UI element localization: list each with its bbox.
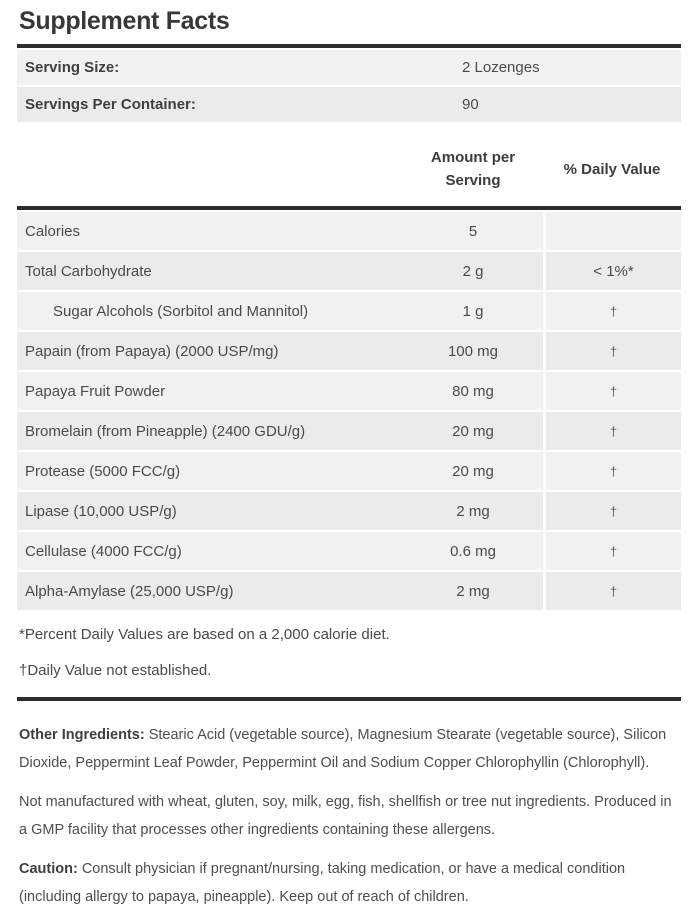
- ingredient-name: Bromelain (from Pineapple) (2400 GDU/g): [25, 422, 306, 440]
- amount-per-serving-header: Amount per Serving: [430, 149, 516, 189]
- serving-size-value: 2 Lozenges: [462, 59, 540, 76]
- ingredient-daily-value: †: [543, 372, 681, 410]
- ingredient-amount: 2 mg: [456, 582, 490, 600]
- ingredient-daily-value: †: [543, 572, 681, 610]
- table-row: [17, 492, 681, 530]
- servings-per-container-value: 90: [462, 96, 479, 113]
- table-row: [17, 212, 681, 250]
- additional-info: [17, 721, 681, 911]
- ingredient-amount: 20 mg: [452, 422, 494, 440]
- divider-bar-top: [17, 44, 681, 48]
- divider-bar-header: [17, 206, 681, 210]
- serving-info: [17, 50, 681, 122]
- ingredient-daily-value: < 1%*: [543, 252, 681, 290]
- ingredient-name: Cellulase (4000 FCC/g): [25, 542, 182, 560]
- servings-per-container-label: Servings Per Container:: [25, 96, 196, 113]
- ingredient-amount: 5: [468, 222, 478, 240]
- ingredient-daily-value: †: [543, 412, 681, 450]
- allergen-statement: Not manufactured with wheat, gluten, soy, milk, egg, fish, shellfish or tree nut ingredients. Produced in a GMP facility that processes other ingredients containing these allergens.: [19, 794, 672, 838]
- table-row: [17, 292, 681, 330]
- nutrient-table: [17, 212, 681, 610]
- caution-label: Caution:: [19, 861, 78, 877]
- ingredient-name: Papaya Fruit Powder: [25, 382, 166, 400]
- ingredient-amount: 100 mg: [447, 342, 499, 360]
- ingredient-name: Sugar Alcohols (Sorbitol and Mannitol): [53, 302, 309, 320]
- page-title: Supplement Facts: [19, 7, 230, 35]
- ingredient-name: Lipase (10,000 USP/g): [25, 502, 177, 520]
- table-row: [17, 572, 681, 610]
- ingredient-amount: 20 mg: [452, 462, 494, 480]
- table-row: [17, 252, 681, 290]
- table-header: [17, 146, 681, 192]
- serving-size-row: [17, 50, 681, 85]
- ingredient-daily-value: †: [543, 292, 681, 330]
- table-row: [17, 332, 681, 370]
- footnotes: [17, 626, 681, 679]
- ingredient-daily-value: †: [543, 452, 681, 490]
- ingredient-daily-value: [543, 212, 681, 250]
- ingredient-name: Alpha-Amylase (25,000 USP/g): [25, 582, 234, 600]
- table-row: [17, 412, 681, 450]
- ingredient-daily-value: †: [543, 492, 681, 530]
- table-row: [17, 532, 681, 570]
- ingredient-name: Calories: [25, 222, 81, 240]
- ingredient-amount: 2 g: [462, 262, 484, 280]
- daily-value-footnote: *Percent Daily Values are based on a 2,000 calorie diet.: [19, 626, 390, 643]
- other-ingredients-label: Other Ingredients:: [19, 727, 145, 743]
- ingredient-daily-value: †: [543, 532, 681, 570]
- other-ingredients-text: Other Ingredients: Stearic Acid (vegetable source), Magnesium Stearate (vegetable source), Silicon Dioxide, Peppermint Leaf Powder, Peppermint Oil and Sodium Copper Chlorophyllin (Chlorophyll).: [19, 727, 667, 771]
- ingredient-daily-value: †: [543, 332, 681, 370]
- daily-value-header: % Daily Value: [563, 160, 661, 178]
- table-row: [17, 452, 681, 490]
- serving-size-label: Serving Size:: [25, 59, 120, 76]
- ingredient-amount: 0.6 mg: [450, 542, 496, 560]
- ingredient-amount: 1 g: [462, 302, 484, 320]
- ingredient-amount: 2 mg: [456, 502, 490, 520]
- caution-text: Caution: Consult physician if pregnant/nursing, taking medication, or have a medical condition (including allergy to papaya, pineapple). Keep out of reach of children.: [19, 861, 626, 905]
- divider-bar-bottom: [17, 697, 681, 701]
- ingredient-amount: 80 mg: [452, 382, 494, 400]
- ingredient-name: Protease (5000 FCC/g): [25, 462, 181, 480]
- ingredient-name: Papain (from Papaya) (2000 USP/mg): [25, 342, 279, 360]
- servings-per-container-row: [17, 87, 681, 122]
- dagger-footnote: †Daily Value not established.: [19, 662, 212, 679]
- ingredient-name: Total Carbohydrate: [25, 262, 152, 280]
- table-row: [17, 372, 681, 410]
